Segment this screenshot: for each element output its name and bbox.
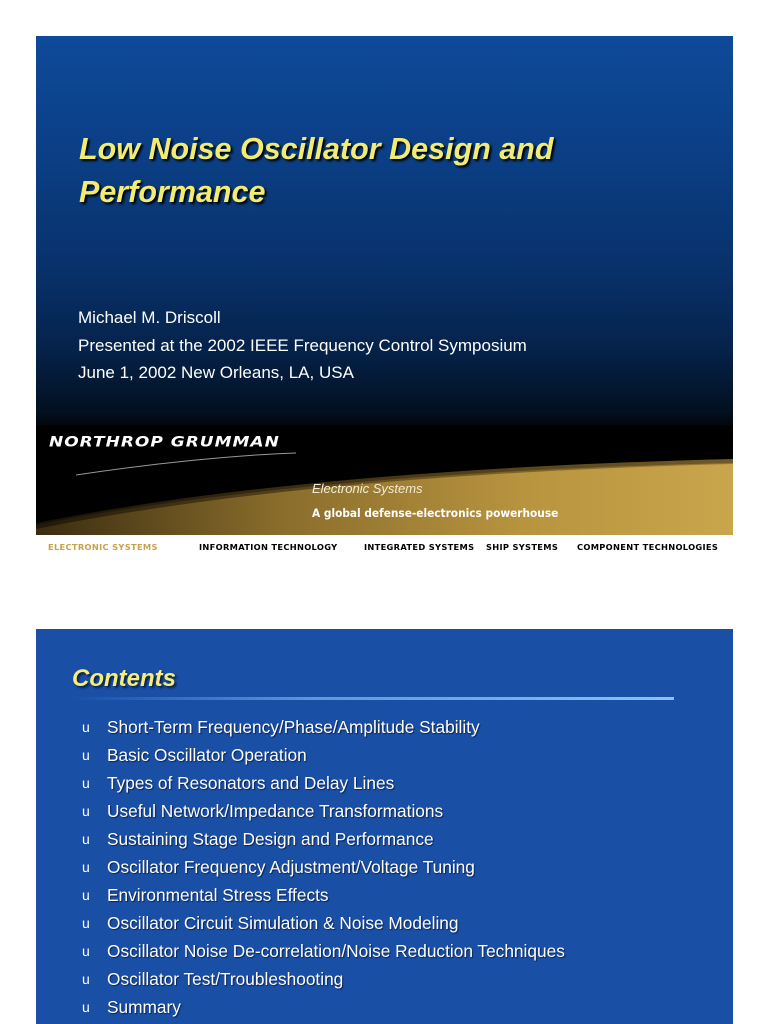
sector-information-technology: INFORMATION TECHNOLOGY: [199, 542, 338, 552]
list-item-text: Oscillator Test/Troubleshooting: [107, 969, 344, 989]
banner-subtitle: Electronic Systems: [312, 481, 423, 496]
list-item-text: Environmental Stress Effects: [107, 885, 329, 905]
bullet-marker: u: [82, 859, 90, 875]
bullet-marker: u: [82, 887, 90, 903]
list-item: [36, 968, 686, 996]
list-item: [36, 744, 686, 772]
list-item-text: Basic Oscillator Operation: [107, 745, 307, 765]
list-item-text: Oscillator Circuit Simulation & Noise Modeling: [107, 913, 459, 933]
contents-list: [36, 716, 686, 1024]
banner-tagline: A global defense-electronics powerhouse: [312, 506, 559, 520]
presentation-venue: Presented at the 2002 IEEE Frequency Control Symposium: [78, 336, 527, 355]
bullet-marker: u: [82, 747, 90, 763]
contents-title: Contents: [72, 665, 176, 692]
list-item: [36, 828, 686, 856]
list-item-text: Short-Term Frequency/Phase/Amplitude Stability: [107, 717, 480, 737]
company-banner: [36, 425, 733, 535]
bullet-marker: u: [82, 915, 90, 931]
sector-ship-systems: SHIP SYSTEMS: [486, 542, 559, 552]
list-item: [36, 856, 686, 884]
bullet-marker: u: [82, 719, 90, 735]
list-item: [36, 996, 686, 1024]
list-item: [36, 772, 686, 800]
title-slide: [36, 36, 733, 559]
list-item: [36, 800, 686, 828]
slide-title: Low Noise Oscillator Design and Performance: [79, 132, 554, 209]
sector-electronic-systems: ELECTRONIC SYSTEMS: [48, 542, 158, 552]
sector-bar: [36, 535, 733, 559]
bullet-marker: u: [82, 943, 90, 959]
sector-integrated-systems: INTEGRATED SYSTEMS: [364, 542, 475, 552]
author-name: Michael M. Driscoll: [78, 308, 221, 327]
list-item: [36, 884, 686, 912]
presentation-date-location: June 1, 2002 New Orleans, LA, USA: [78, 363, 354, 382]
list-item-text: Useful Network/Impedance Transformations: [107, 801, 444, 821]
list-item-text: Types of Resonators and Delay Lines: [107, 773, 395, 793]
list-item: [36, 716, 686, 744]
bullet-marker: u: [82, 803, 90, 819]
company-logo-text: NORTHROP GRUMMAN: [49, 433, 280, 451]
list-item-text: Summary: [107, 997, 181, 1017]
list-item-text: Oscillator Noise De-correlation/Noise Reduction Techniques: [107, 941, 565, 961]
list-item-text: Sustaining Stage Design and Performance: [107, 829, 434, 849]
bullet-marker: u: [82, 775, 90, 791]
contents-slide: [36, 629, 733, 1024]
list-item-text: Oscillator Frequency Adjustment/Voltage Tuning: [107, 857, 475, 877]
list-item: [36, 912, 686, 940]
title-underline: [72, 697, 674, 700]
sector-component-technologies: COMPONENT TECHNOLOGIES: [577, 542, 719, 552]
bullet-marker: u: [82, 831, 90, 847]
bullet-marker: u: [82, 971, 90, 987]
list-item: [36, 940, 686, 968]
bullet-marker: u: [82, 999, 90, 1015]
